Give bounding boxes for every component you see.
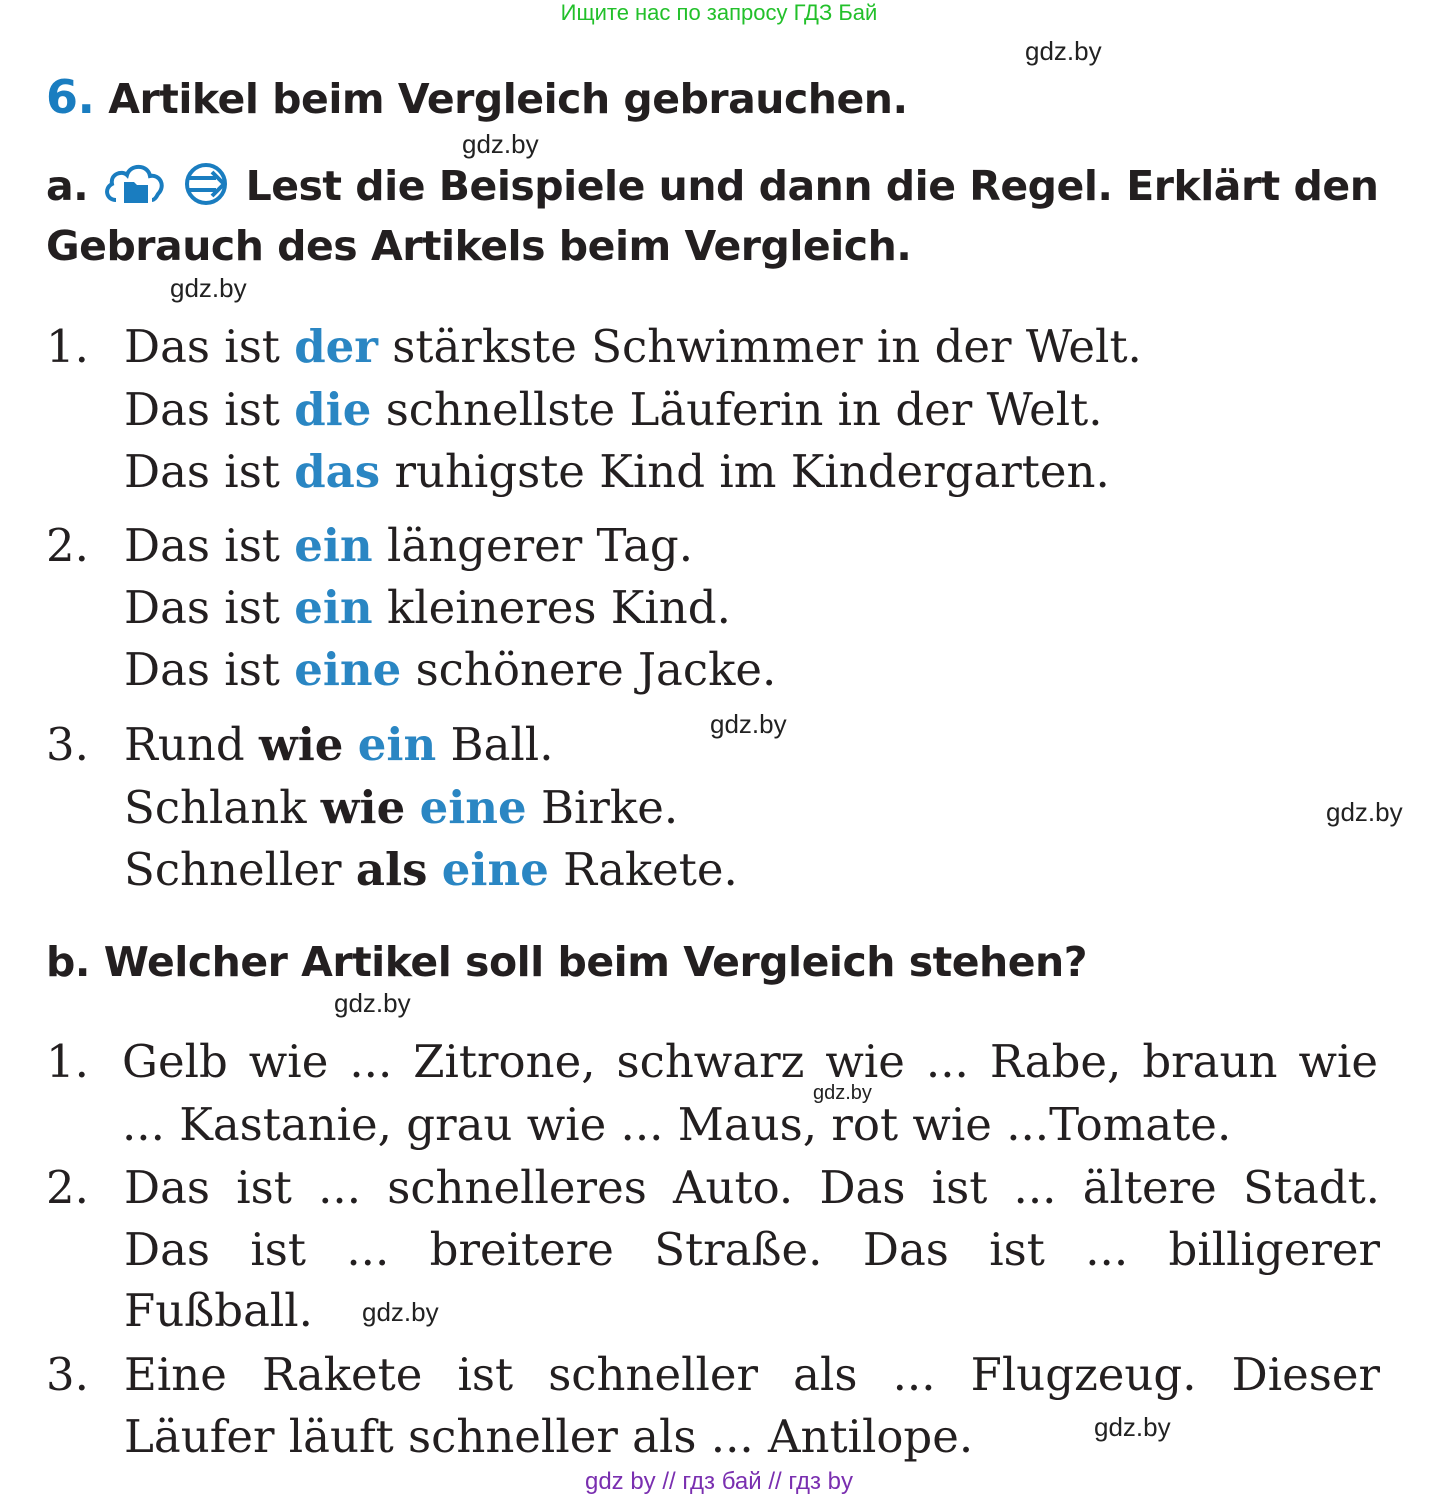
line-text (124, 1280, 313, 1342)
exercise-number: 6. (46, 70, 95, 124)
watermark: gdz.by (710, 709, 787, 739)
exercise-line (46, 1280, 1380, 1342)
text-segment: kleineres Kind. (372, 581, 731, 634)
part-b-instruction-text: Welcher Artikel soll beim Vergleich stehen? (103, 938, 1088, 986)
text-segment: Das ist ... breitere Straße. Das ist ... billigerer (124, 1223, 1380, 1276)
article-highlight: eine (294, 643, 402, 696)
exercise-line (46, 1031, 1380, 1093)
article-highlight: ein (357, 718, 437, 771)
exercise-line (46, 316, 1380, 378)
text-segment: Das ist ... schnelleres Auto. Das ist ... ältere Stadt. (124, 1161, 1380, 1214)
text-segment: Das ist (124, 445, 295, 498)
item-number: 2. (46, 1161, 89, 1214)
text-segment: Ball. (436, 718, 554, 771)
search-banner: Ищите нас по запросу ГДЗ Бай (560, 0, 878, 25)
line-text (124, 515, 693, 577)
watermark: gdz.by (362, 1297, 439, 1327)
part-b-label: b. (46, 938, 90, 986)
part-a-instruction-line1: Lest die Beispiele und dann die Regel. Erklärt den (245, 162, 1379, 210)
exercise-line (46, 1344, 1380, 1406)
part-a-label: a. (46, 162, 89, 210)
line-text (124, 777, 678, 839)
text-segment: Rakete. (548, 843, 738, 896)
text-segment (343, 718, 357, 771)
line-text (124, 1157, 1380, 1219)
line-text (124, 379, 1103, 441)
watermark: gdz.by (462, 129, 539, 159)
watermark: gdz.by (1094, 1412, 1171, 1442)
text-segment: Eine Rakete ist schneller als ... Flugzeug. Dieser (124, 1348, 1380, 1401)
exercise-line (46, 1094, 1380, 1156)
footer-links: gdz by // гдз бай // гдз by (584, 1468, 854, 1495)
text-segment: stärkste Schwimmer in der Welt. (378, 320, 1142, 373)
exercise-line (46, 1219, 1380, 1281)
text-segment: Das ist (124, 383, 295, 436)
watermark: gdz.by (1326, 797, 1403, 827)
item-number: 3. (46, 718, 89, 771)
text-segment: Rund (124, 718, 259, 771)
line-text (124, 1219, 1380, 1281)
text-segment: Fußball. (124, 1284, 313, 1337)
text-segment: Schlank (124, 781, 321, 834)
text-segment: Das ist (124, 643, 295, 696)
exercise-title (46, 70, 908, 124)
part-a-instruction-line2: Gebrauch des Artikels beim Vergleich. (46, 222, 912, 270)
text-segment (427, 843, 441, 896)
line-text (124, 1344, 1380, 1406)
text-segment: längerer Tag. (372, 519, 694, 572)
item-number: 3. (46, 1348, 89, 1401)
text-segment: Das ist (124, 519, 295, 572)
line-text (122, 1094, 1231, 1156)
text-segment: Gelb wie ... Zitrone, schwarz wie ... Rabe, braun wie (122, 1035, 1378, 1088)
line-text (124, 577, 731, 639)
item-number: 2. (46, 519, 89, 572)
text-segment: ... Kastanie, grau wie ... Maus, rot wie ...Tomate. (122, 1098, 1232, 1151)
line-text (124, 639, 776, 701)
text-segment: Das ist (124, 581, 295, 634)
line-text (122, 1031, 1378, 1093)
watermark: gdz.by (334, 988, 411, 1018)
text-segment: schnellste Läuferin in der Welt. (371, 383, 1103, 436)
cloud-folder-icon (102, 162, 168, 216)
text-segment: Birke. (526, 781, 679, 834)
part-b-instruction (46, 938, 1087, 986)
article-highlight: die (294, 383, 372, 436)
text-segment: ruhigste Kind im Kindergarten. (380, 445, 1110, 498)
exercise-line (46, 1157, 1380, 1219)
text-segment: schönere Jacke. (401, 643, 777, 696)
line-text (124, 441, 1110, 503)
article-highlight: ein (294, 581, 373, 634)
exercise-line (46, 777, 1380, 839)
article-highlight: der (294, 320, 378, 373)
article-highlight: ein (294, 519, 373, 572)
article-highlight: eine (419, 781, 527, 834)
text-segment: Läufer läuft schneller als ... Antilope. (124, 1410, 974, 1463)
line-text (124, 316, 1142, 378)
exercise-line (46, 639, 1380, 701)
line-text (124, 714, 554, 776)
exercise-line (46, 379, 1380, 441)
exercise-line (46, 839, 1380, 901)
text-segment: Das ist (124, 320, 295, 373)
exercise-line (46, 515, 1380, 577)
line-text (124, 839, 738, 901)
line-text (124, 1406, 973, 1468)
comparison-word: wie (258, 718, 344, 771)
part-a-instruction (46, 162, 1378, 216)
comparison-word: wie (320, 781, 406, 834)
exercise-line (46, 1406, 1380, 1468)
watermark: gdz.by (170, 273, 247, 303)
circle-arrow-icon (182, 162, 232, 216)
exercise-title-text: Artikel beim Vergleich gebrauchen. (108, 75, 908, 123)
exercise-line (46, 577, 1380, 639)
article-highlight: eine (441, 843, 549, 896)
text-segment (405, 781, 419, 834)
watermark: gdz.by (813, 1082, 872, 1104)
comparison-word: als (355, 843, 428, 896)
exercise-line (46, 441, 1380, 503)
item-number: 1. (46, 1035, 89, 1088)
text-segment: Schneller (124, 843, 356, 896)
watermark: gdz.by (1025, 36, 1102, 66)
item-number: 1. (46, 320, 89, 373)
article-highlight: das (294, 445, 381, 498)
